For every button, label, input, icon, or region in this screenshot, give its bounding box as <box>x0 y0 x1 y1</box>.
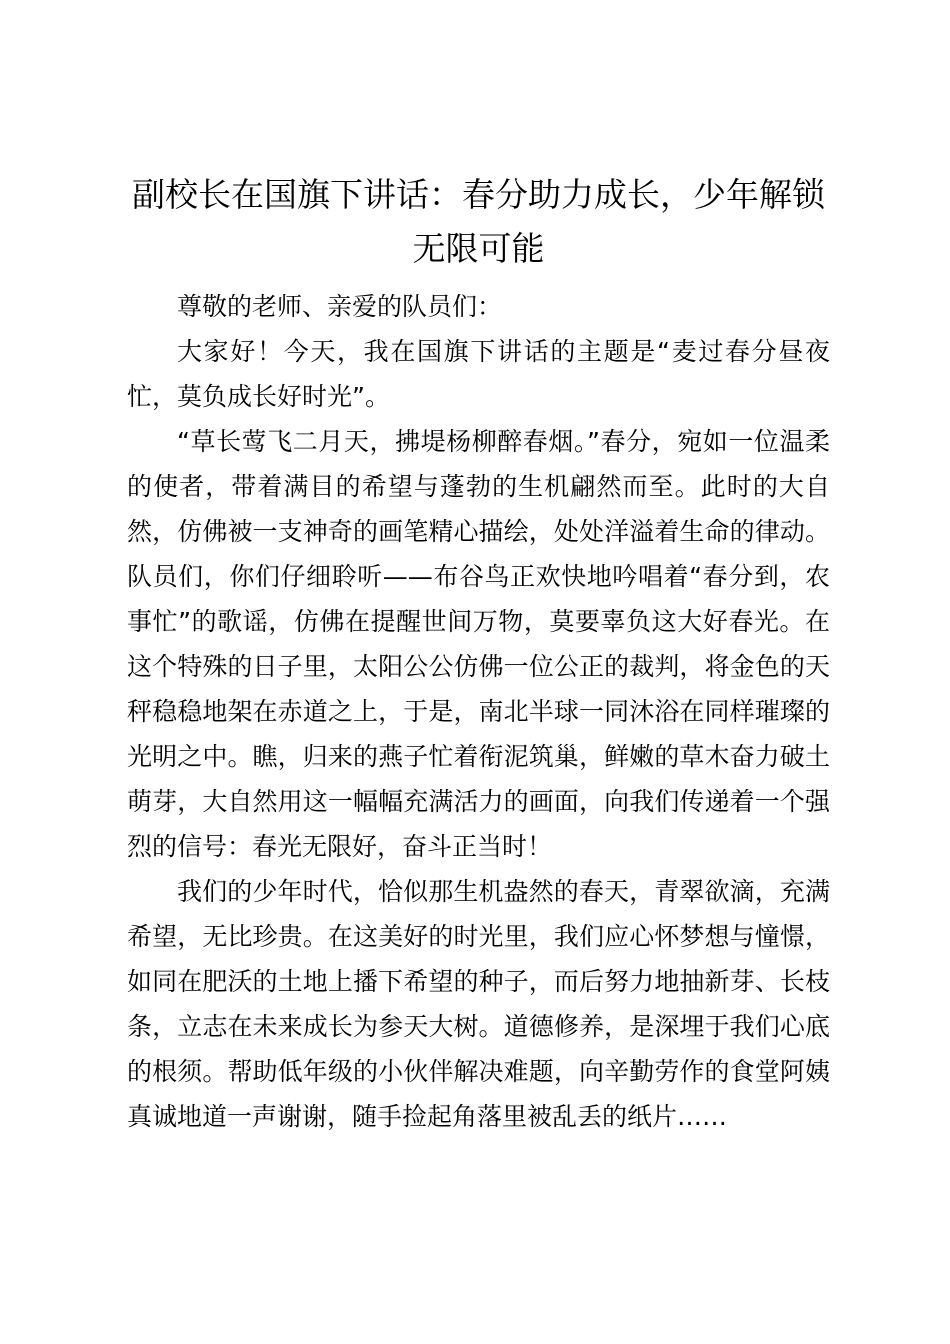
document-title: 副校长在国旗下讲话：春分助力成长，少年解锁无限可能 <box>132 175 825 268</box>
paragraph-spring-equinox: “草长莺飞二月天，拂堤杨柳醉春烟。”春分，宛如一位温柔的使者，带着满目的希望与蓬勃的生机翩然而至。此时的大自然，仿佛被一支神奇的画笔精心描绘，处处洋溢着生命的律动。队员们，你们仔细聆听——布谷鸟正欢快地吟唱着“春分到，农事忙”的歌谣，仿佛在提醒世间万物，莫要辜负这大好春光。在这个特殊的日子里，太阳公公仿佛一位公正的裁判，将金色的天秤稳稳地架在赤道之上，于是，南北半球一同沐浴在同样璀璨的光明之中。瞧，归来的燕子忙着衔泥筑巢，鲜嫩的草木奋力破土萌芽，大自然用这一幅幅充满活力的画面，向我们传递着一个强烈的信号：春光无限好，奋斗正当时！ <box>127 427 830 861</box>
paragraph-opening: 大家好！今天，我在国旗下讲话的主题是“麦过春分昼夜忙，莫负成长好时光”。 <box>127 337 830 411</box>
paragraph-greeting: 尊敬的老师、亲爱的队员们： <box>177 292 503 321</box>
paragraph-youth: 我们的少年时代，恰似那生机盎然的春天，青翠欲滴，充满希望，无比珍贵。在这美好的时光里，我们应心怀梦想与憧憬，如同在肥沃的土地上播下希望的种子，而后努力地抽新芽、长枝条，立志在未来成长为参天大树。道德修养，是深埋于我们心底的根须。帮助低年级的小伙伴解决难题，向辛勤劳作的食堂阿姨真诚地道一声谢谢，随手捡起角落里被乱丢的纸片…… <box>127 877 830 1131</box>
document-page <box>127 168 830 1139</box>
